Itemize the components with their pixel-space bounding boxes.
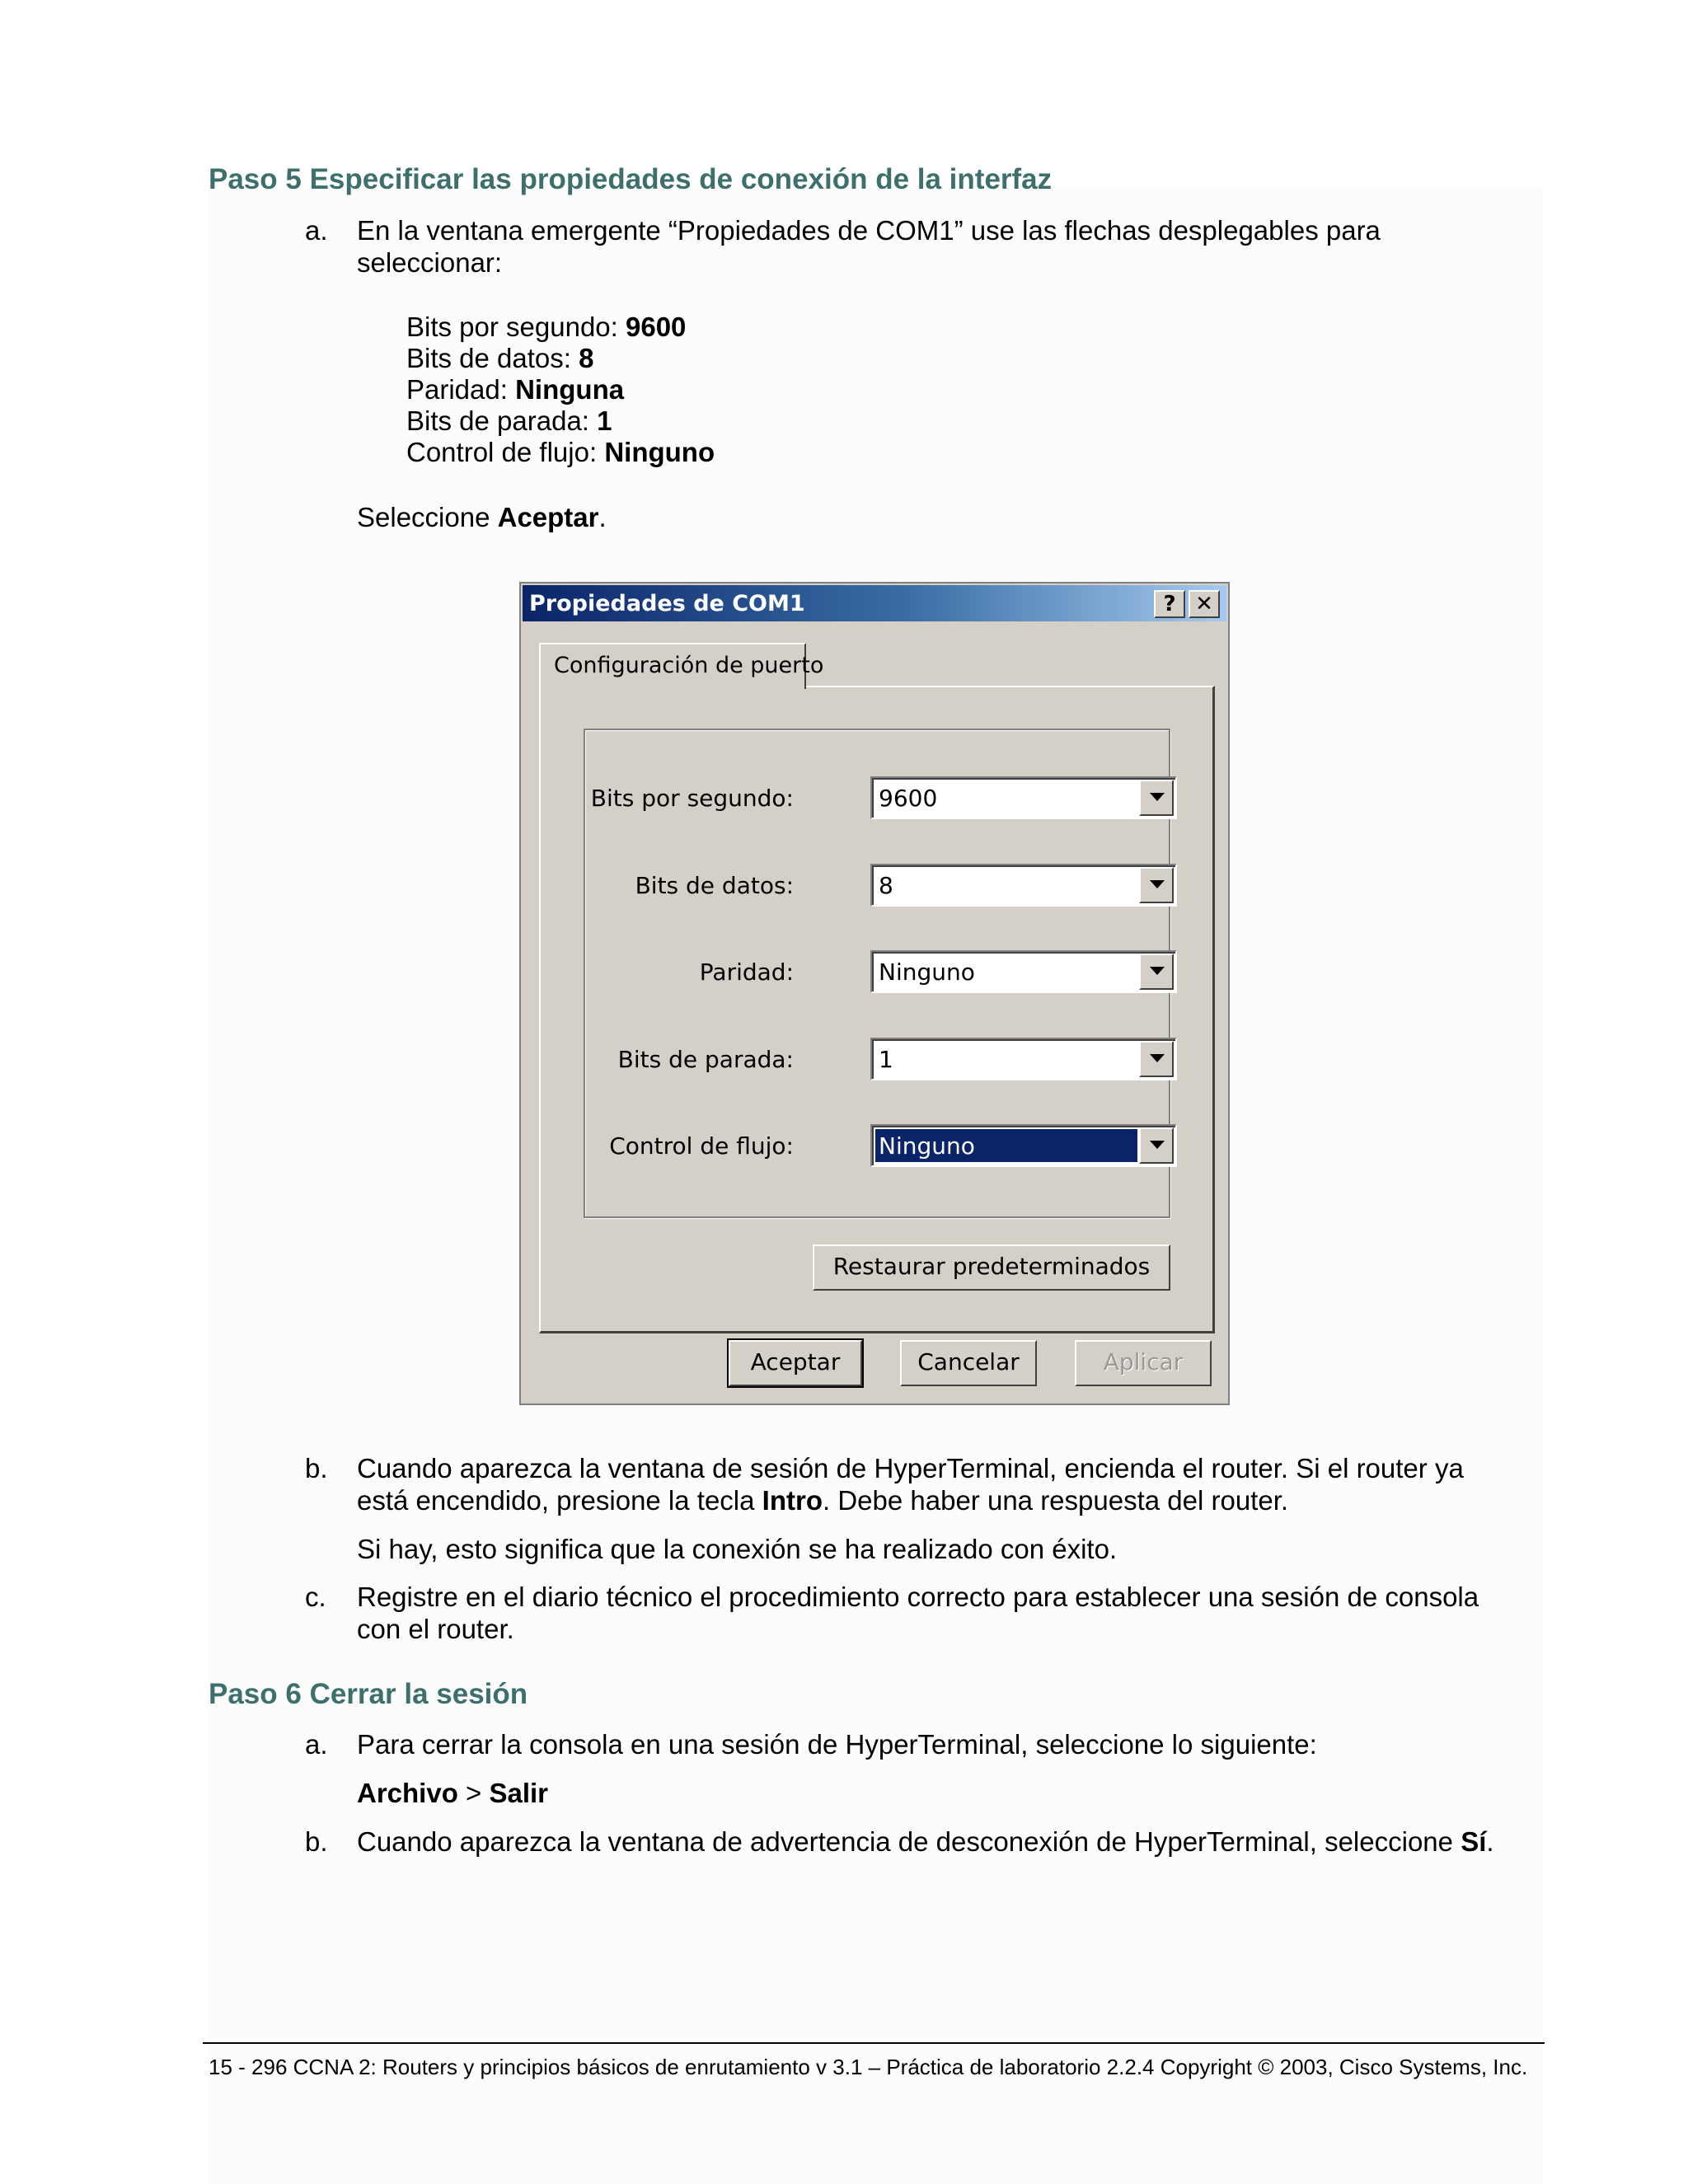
flow-control-label: Control de flujo: [609,1132,794,1160]
tab-port-settings[interactable] [539,643,824,689]
menu-path: Archivo > Salir [357,1778,549,1808]
step6-a-line1: Para cerrar la consola en una sesión de HyperTerminal, seleccione lo siguiente: [357,1729,1317,1760]
step5-a-line2: seleccionar: [357,247,503,278]
step5-a-line1: En la ventana emergente “Propiedades de COM1” use las flechas desplegables para [357,215,1381,246]
stop-bits-value: 1 [879,1046,893,1073]
baud-label: Bits por segundo: [590,785,794,812]
chevron-down-icon[interactable] [1139,954,1174,990]
tab-port-settings-label: Configuración de puerto [554,653,824,678]
setting-baud: Bits por segundo: 9600 [406,312,687,342]
step6-a-marker: a. [305,1729,328,1760]
setting-data-bits: Bits de datos: 8 [406,343,594,373]
step5-b-line1: Cuando aparezca la ventana de sesión de HyperTerminal, encienda el router. Si el router ya [357,1453,1464,1483]
close-button[interactable]: ✕ [1189,590,1220,618]
step5-a-marker: a. [305,215,328,246]
step5-heading: Paso 5 Especificar las propiedades de conexión de la interfaz [209,163,1053,195]
parity-label: Paridad: [699,958,794,986]
data-bits-select[interactable] [870,864,1177,907]
restore-defaults-button[interactable]: Restaurar predeterminados [813,1244,1170,1291]
step5-b-marker: b. [305,1453,328,1483]
apply-button[interactable]: Aplicar [1075,1340,1212,1386]
step5-b-line3: Si hay, esto significa que la conexión se ha realizado con éxito. [357,1534,1118,1564]
step6-b-line1: Cuando aparezca la ventana de advertencia de desconexión de HyperTerminal, seleccione Sí. [357,1826,1494,1857]
chevron-down-icon[interactable] [1139,1041,1174,1077]
ok-button[interactable]: Aceptar [729,1340,862,1386]
data-bits-value: 8 [879,872,893,899]
flow-control-value: Ninguno [879,1132,975,1160]
chevron-down-icon[interactable] [1139,867,1174,903]
cancel-button[interactable]: Cancelar [900,1340,1037,1386]
parity-select[interactable] [870,950,1177,993]
setting-flow-control: Control de flujo: Ninguno [406,437,715,467]
footer-rule [203,2042,1545,2044]
dialog-title: Propiedades de COM1 [529,591,805,616]
help-button[interactable]: ? [1154,590,1185,618]
data-bits-label: Bits de datos: [635,872,794,899]
port-settings-group [584,729,1170,1218]
setting-stop-bits: Bits de parada: 1 [406,405,612,436]
step5-c-line2: con el router. [357,1614,514,1644]
step5-b-line2: está encendido, presione la tecla Intro. Debe haber una respuesta del router. [357,1485,1289,1516]
step5-c-marker: c. [305,1582,326,1612]
baud-select[interactable] [870,776,1177,819]
dialog-titlebar [523,585,1226,621]
select-accept-instruction: Seleccione Aceptar. [357,502,607,532]
page-footer: 15 - 296 CCNA 2: Routers y principios básicos de enrutamiento v 3.1 – Práctica de laboratorio 2.2.4 Copyright © 2003, Cisco Systems, Inc. [209,2055,1528,2079]
com1-properties-dialog [519,582,1230,1405]
chevron-down-icon[interactable] [1139,1127,1174,1164]
parity-value: Ninguno [879,958,975,986]
baud-value: 9600 [879,785,938,812]
stop-bits-select[interactable] [870,1038,1177,1080]
flow-control-select[interactable] [870,1124,1177,1167]
tab-panel [539,686,1215,1333]
step6-b-marker: b. [305,1826,328,1857]
step5-c-line1: Registre en el diario técnico el procedimiento correcto para establecer una sesión de consola [357,1582,1479,1612]
chevron-down-icon[interactable] [1139,780,1174,816]
step6-heading: Paso 6 Cerrar la sesión [209,1678,528,1710]
stop-bits-label: Bits de parada: [617,1046,794,1073]
setting-parity: Paridad: Ninguna [406,374,625,405]
